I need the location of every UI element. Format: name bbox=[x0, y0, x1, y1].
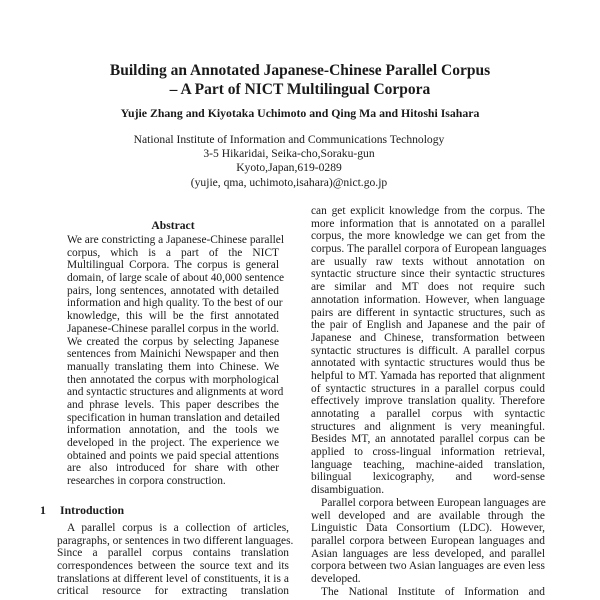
text-line: A parallel corpus is a collection of articles, bbox=[67, 522, 289, 534]
text-line: Japanese-Chinese parallel corpus in the world. bbox=[67, 322, 279, 335]
text-line: developed. bbox=[311, 572, 361, 585]
text-line: translations at different level of constituents, it is a bbox=[57, 572, 289, 585]
affiliation bbox=[0, 133, 578, 190]
text-line: effectively improve translation quality. Therefore bbox=[311, 395, 545, 408]
text-line: Japanese and Chinese, transformation between bbox=[311, 331, 545, 344]
text-line: We created the corpus by selecting Japanese bbox=[67, 335, 279, 348]
text-line: information and high quality. To the best of our bbox=[67, 297, 283, 310]
text-line: researches in corpora construction. bbox=[67, 475, 226, 488]
section-number: 1 bbox=[40, 503, 46, 517]
text-line: the pair of English and Japanese and the pair of bbox=[311, 319, 545, 332]
text-line: pairs, long sentences, annotated with detailed bbox=[67, 284, 279, 297]
text-line: correspondences between the source text and its bbox=[57, 560, 289, 573]
text-line: paragraphs, or sentences in two different languages. bbox=[57, 534, 294, 547]
text-line: knowledge, this will be the first annotated bbox=[67, 310, 279, 323]
text-line: specification in human translation and detailed bbox=[67, 411, 280, 424]
text-line: of syntactic structures in a parallel corpus could bbox=[311, 382, 545, 395]
text-line: corpora between two Asian languages are even less bbox=[311, 560, 545, 573]
text-line: parallel corpora between European languages and bbox=[311, 534, 545, 547]
text-line: sentences from Mainichi Newspaper and then bbox=[67, 348, 279, 361]
text-line: annotation information. However, when language bbox=[311, 293, 545, 306]
text-line: Since a parallel corpus contains translation bbox=[57, 547, 289, 560]
text-line: and phrase levels. This paper describes the bbox=[67, 398, 279, 411]
text-line: can get explicit knowledge from the corpus. The bbox=[311, 205, 545, 217]
text-line: are usually raw texts without annotation on bbox=[311, 255, 545, 268]
text-line: critical resource for extracting translation bbox=[57, 585, 289, 598]
text-line: are similar and MT does not require such bbox=[311, 281, 545, 294]
introduction-body bbox=[57, 522, 294, 598]
text-line: syntactic structures is difficult. A parallel corpus bbox=[311, 344, 545, 357]
title-line: Building an Annotated Japanese-Chinese Parallel Corpus bbox=[109, 62, 491, 79]
text-line: Asian languages are less developed, and parallel bbox=[311, 547, 545, 560]
text-line: corpus. The parallel corpora of European languages bbox=[311, 243, 547, 256]
affiliation-line: Kyoto,Japan,619-0289 bbox=[236, 161, 342, 175]
text-line: obtained and points we paid special attentions bbox=[67, 449, 279, 462]
text-line: then annotated the corpus with morphological bbox=[67, 373, 279, 386]
text-line: The National Institute of Information and bbox=[321, 585, 545, 598]
text-line: Linguistic Data Consortium (LDC). However, bbox=[311, 522, 545, 535]
authors: Yujie Zhang and Kiyotaka Uchimoto and Qing Ma and Hitoshi Isahara bbox=[120, 106, 480, 120]
text-line: corpus, which is a part of the NICT bbox=[67, 246, 279, 259]
text-line: helpful to MT. Yamada has reported that alignment bbox=[311, 369, 545, 382]
text-line: well developed and are available through the bbox=[311, 509, 545, 522]
text-line: annotated with syntactic structures would thus be bbox=[311, 357, 545, 370]
section-title: Introduction bbox=[60, 503, 125, 517]
right-column-body bbox=[311, 205, 545, 598]
text-line: and syntactic structures and alignments at word bbox=[67, 386, 284, 399]
text-line: disambiguation. bbox=[311, 484, 385, 497]
text-line: Multilingual Corpora. The corpus is general bbox=[67, 259, 279, 272]
text-line: pairs are different in syntactic structures, such as bbox=[311, 306, 545, 319]
text-line: are also introduced for share with other bbox=[67, 462, 279, 475]
text-line: manually translating them into Chinese. We bbox=[67, 360, 279, 373]
text-line: developed in the project. The experience we bbox=[67, 437, 279, 449]
text-line: Besides MT, an annotated parallel corpus can be bbox=[311, 433, 545, 446]
text-line: structures and alignment is very meaningful. bbox=[311, 420, 545, 433]
affiliation-line: National Institute of Information and Communications Technology bbox=[133, 133, 445, 146]
text-line: annotating a parallel corpus with syntactic bbox=[311, 408, 545, 420]
text-line: applied to cross-lingual information retrieval, bbox=[311, 446, 545, 459]
text-line: language teaching, machine-aided translation, bbox=[311, 458, 545, 471]
abstract-heading: Abstract bbox=[151, 219, 195, 232]
paper-title bbox=[0, 61, 600, 99]
text-line: domain, of large scale of about 40,000 sentence bbox=[67, 272, 285, 285]
section-heading bbox=[40, 503, 124, 518]
text-line: information annotation, and the tools we bbox=[67, 424, 279, 437]
text-line: Parallel corpora between European languages are bbox=[321, 496, 546, 509]
text-line: more information that is annotated on a parallel bbox=[311, 217, 545, 230]
affiliation-line: 3-5 Hikaridai, Seika-cho,Soraku-gun bbox=[203, 147, 375, 161]
text-line: corpus, the more knowledge we can get from the bbox=[311, 230, 545, 243]
text-line: bilingual lexicography, and word-sense bbox=[311, 471, 545, 484]
text-line: syntactic structure since their syntactic structures bbox=[311, 268, 545, 281]
title-line: – A Part of NICT Multilingual Corpora bbox=[169, 81, 431, 98]
email: (yujie, qma, uchimoto,isahara)@nict.go.jp bbox=[190, 175, 388, 189]
abstract-body bbox=[67, 234, 285, 488]
text-line: We are constricting a Japanese-Chinese parallel bbox=[67, 234, 284, 246]
